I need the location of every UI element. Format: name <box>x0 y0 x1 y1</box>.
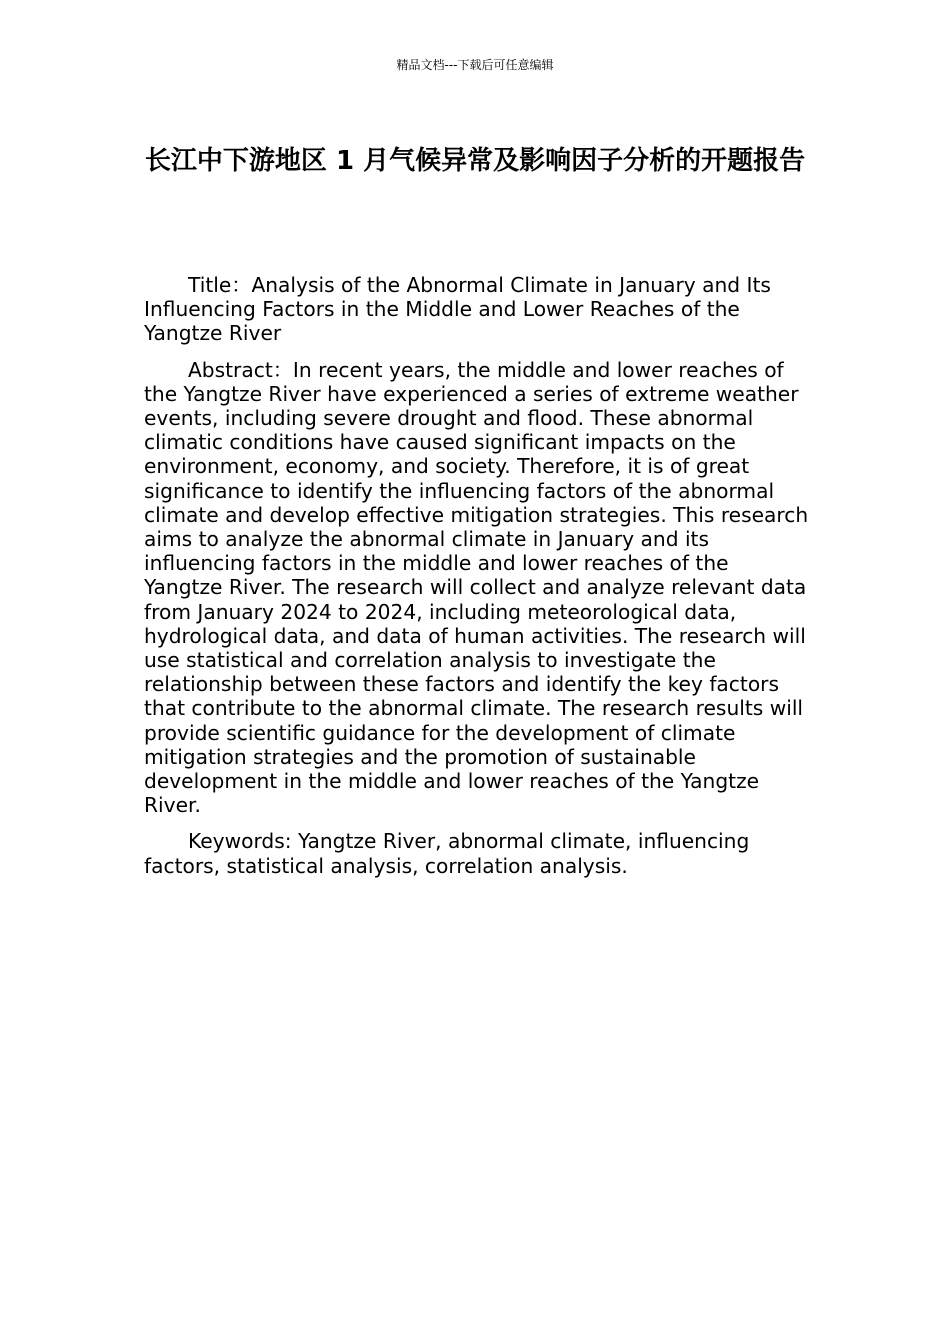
document-body <box>144 273 809 890</box>
title-paragraph: Title：Analysis of the Abnormal Climate in January and Its Influencing Factors in the Middle and Lower Reaches of the Yangtze River <box>144 273 771 346</box>
page-header-note: 精品文档---下载后可任意编辑 <box>396 58 554 72</box>
document-title: 长江中下游地区 1 月气候异常及影响因子分析的开题报告 <box>144 146 806 176</box>
abstract-paragraph: Abstract：In recent years, the middle and lower reaches of the Yangtze River have experienced a series of extreme weather events, including severe drought and flood. These abnormal climatic conditions have caused significant impacts on the environment, economy, and society. Therefore, it is of great significance to identify the influencing factors of the abnormal climate and develop effective mitigation strategies. This research aims to analyze the abnormal climate in January and its influencing factors in the middle and lower reaches of the Yangtze River. The research will collect and analyze relevant data from January 2024 to 2024, including meteorological data, hydrological data, and data of human activities. The research will use statistical and correlation analysis to investigate the relationship between these factors and identify the key factors that contribute to the abnormal climate. The research results will provide scientific guidance for the development of climate mitigation strategies and the promotion of sustainable development in the middle and lower reaches of the Yangtze River. <box>144 357 809 818</box>
keywords-paragraph: Keywords: Yangtze River, abnormal climate, influencing factors, statistical analysis, correlation analysis. <box>144 829 750 878</box>
